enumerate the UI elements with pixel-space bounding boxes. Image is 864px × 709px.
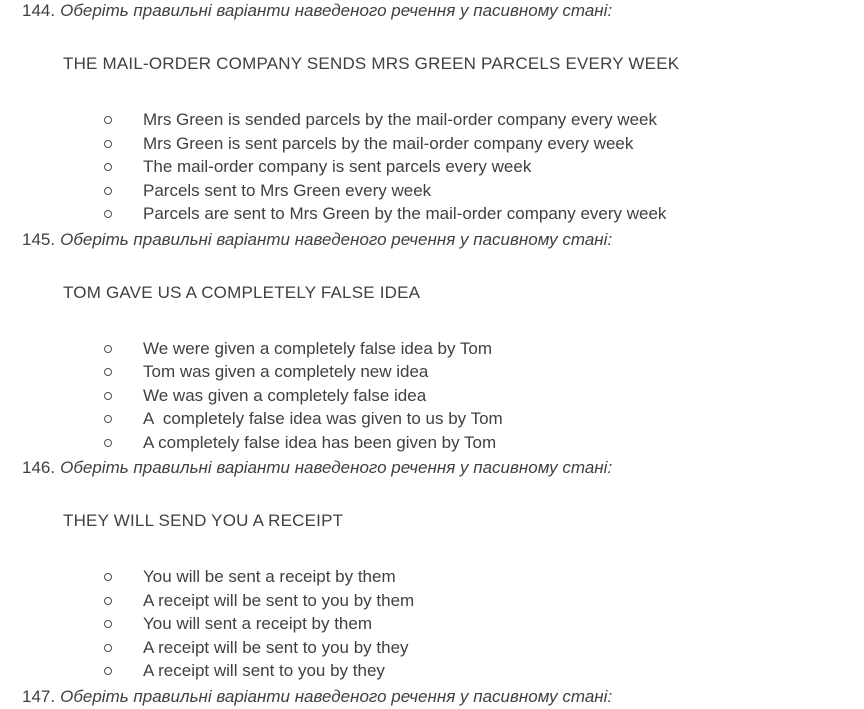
circle-bullet-icon (104, 667, 112, 675)
circle-bullet-icon (104, 140, 112, 148)
circle-bullet-icon (104, 415, 112, 423)
question-instruction: Оберіть правильні варіанти наведеного речення у пасивному стані: (60, 458, 613, 477)
option-label: A receipt will be sent to you by they (143, 637, 409, 657)
option-label: A completely false idea was given to us by Tom (143, 409, 503, 428)
option-item (104, 565, 864, 589)
question-instruction: Оберіть правильні варіанти наведеного речення у пасивному стані: (60, 1, 613, 20)
option-label: We was given a completely false idea (143, 385, 427, 405)
option-item (104, 659, 864, 683)
question-block-146 (0, 457, 864, 683)
option-item (104, 179, 864, 203)
option-label: Parcels are sent to Mrs Green by the mail-order company every week (143, 204, 667, 223)
circle-bullet-icon (104, 597, 112, 605)
circle-bullet-icon (104, 210, 112, 218)
options-list (0, 337, 864, 455)
question-instruction: Оберіть правильні варіанти наведеного речення у пасивному стані: (60, 686, 613, 706)
circle-bullet-icon (104, 116, 112, 124)
option-label: We were given a completely false idea by Tom (143, 338, 492, 358)
circle-bullet-icon (104, 573, 112, 581)
circle-bullet-icon (104, 163, 112, 171)
option-label: You will sent a receipt by them (143, 614, 372, 633)
circle-bullet-icon (104, 644, 112, 652)
option-item (104, 202, 864, 226)
question-header (22, 457, 864, 478)
circle-bullet-icon (104, 345, 112, 353)
circle-bullet-icon (104, 439, 112, 447)
question-header (22, 0, 864, 21)
circle-bullet-icon (104, 392, 112, 400)
option-item (104, 155, 864, 179)
option-label: Parcels sent to Mrs Green every week (143, 180, 432, 200)
question-number: 146. (22, 458, 56, 477)
option-item (104, 636, 864, 660)
option-item (104, 384, 864, 408)
question-sentence: THEY WILL SEND YOU A RECEIPT (63, 511, 344, 530)
option-item (104, 108, 864, 132)
option-item (104, 431, 864, 455)
option-item (104, 132, 864, 156)
question-block-145 (0, 229, 864, 455)
option-label: You will be sent a receipt by them (143, 567, 396, 586)
question-header (22, 229, 864, 250)
question-number: 147. (22, 686, 56, 706)
option-label: Mrs Green is sent parcels by the mail-order company every week (143, 133, 634, 153)
option-item (104, 337, 864, 361)
question-block-147 (0, 686, 864, 707)
option-label: A receipt will be sent to you by them (143, 590, 415, 610)
option-item (104, 407, 864, 431)
question-sentence: THE MAIL-ORDER COMPANY SENDS MRS GREEN PARCELS EVERY WEEK (63, 54, 680, 73)
options-list (0, 108, 864, 226)
option-label: Tom was given a completely new idea (143, 362, 429, 381)
circle-bullet-icon (104, 187, 112, 195)
options-list (0, 565, 864, 683)
circle-bullet-icon (104, 368, 112, 376)
option-label: The mail-order company is sent parcels every week (143, 157, 532, 176)
question-sentence: TOM GAVE US A COMPLETELY FALSE IDEA (63, 282, 421, 302)
question-header (22, 686, 864, 707)
option-item (104, 360, 864, 384)
option-item (104, 589, 864, 613)
option-label: Mrs Green is sended parcels by the mail-order company every week (143, 110, 657, 129)
option-label: A receipt will sent to you by they (143, 661, 385, 680)
option-item (104, 612, 864, 636)
question-instruction: Оберіть правильні варіанти наведеного речення у пасивному стані: (60, 229, 613, 249)
question-number: 144. (22, 1, 56, 20)
circle-bullet-icon (104, 620, 112, 628)
question-block-144 (0, 0, 864, 226)
question-number: 145. (22, 229, 56, 249)
option-label: A completely false idea has been given by Tom (143, 432, 497, 452)
